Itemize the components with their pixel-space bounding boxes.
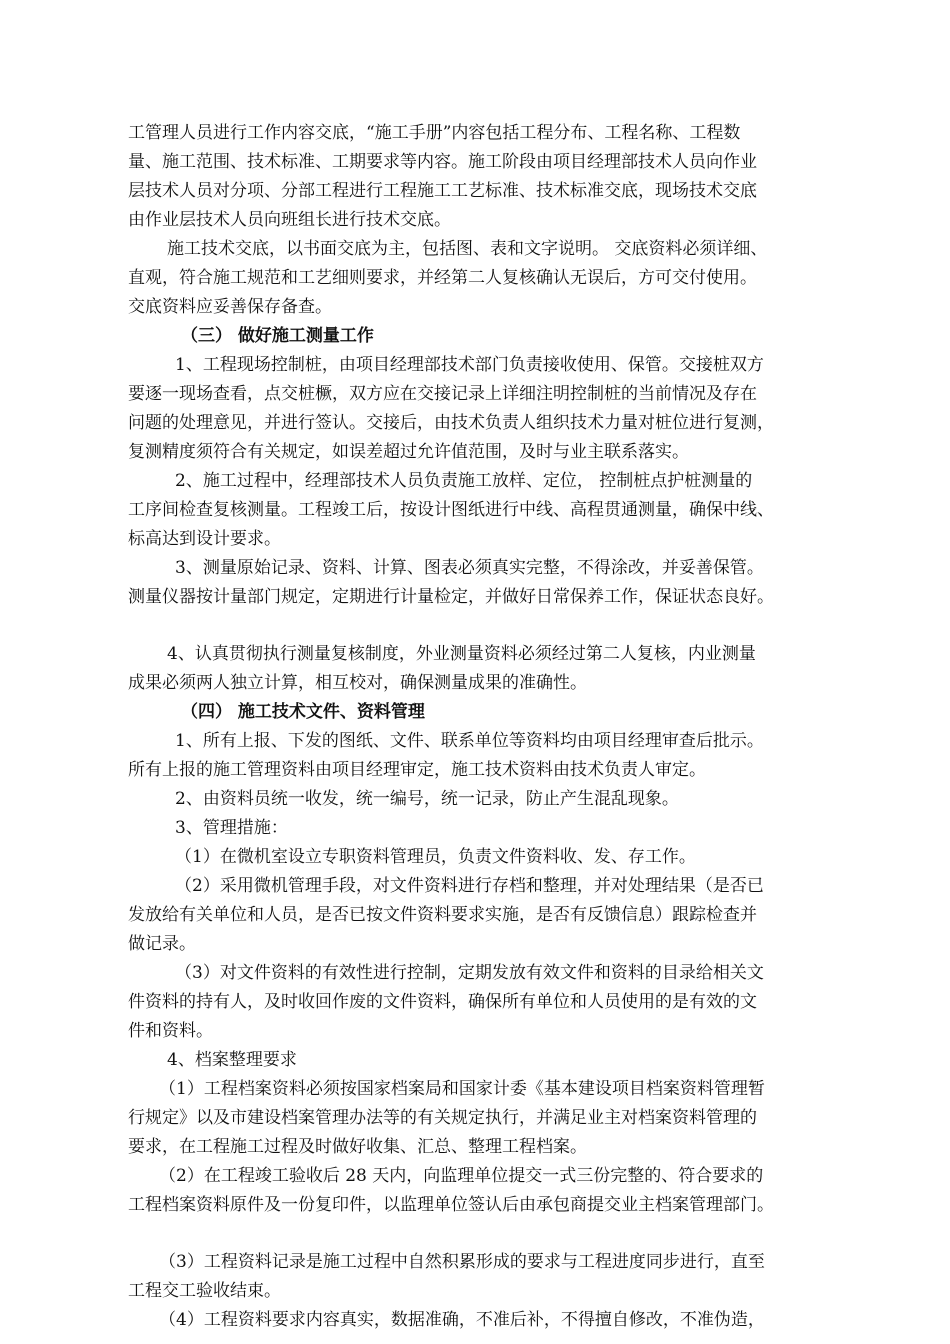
text-line: 复测精度须符合有关规定，如误差超过允许值范围，及时与业主联系落实。 bbox=[128, 442, 689, 462]
text-line: 由作业层技术人员向班组长进行技术交底。 bbox=[128, 210, 451, 230]
text-line: （3）对文件资料的有效性进行控制，定期发放有效文件和资料的目录给相关文 bbox=[175, 963, 764, 983]
text-line: 件资料的持有人，及时收回作废的文件资料，确保所有单位和人员使用的是有效的文 bbox=[128, 992, 757, 1012]
text-line: 2、由资料员统一收发，统一编号，统一记录，防止产生混乱现象。 bbox=[175, 789, 679, 809]
text-line: （2）采用微机管理手段，对文件资料进行存档和整理，并对处理结果（是否已 bbox=[175, 876, 764, 896]
text-line: 要求，在工程施工过程及时做好收集、汇总、整理工程档案。 bbox=[128, 1137, 587, 1157]
text-line: 4、认真贯彻执行测量复核制度，外业测量资料必须经过第二人复核，内业测量 bbox=[167, 644, 756, 664]
text-line: （1）在微机室设立专职资料管理员，负责文件资料收、发、存工作。 bbox=[175, 847, 696, 867]
text-line: 层技术人员对分项、分部工程进行工程施工工艺标准、技术标准交底，现场技术交底 bbox=[128, 181, 757, 201]
text-line: （4）工程资料要求内容真实，数据准确，不准后补，不得擅自修改，不准伪造， bbox=[159, 1310, 765, 1330]
text-line: 工程交工验收结束。 bbox=[128, 1281, 281, 1301]
text-line: 3、管理措施： bbox=[175, 818, 288, 838]
text-line: 成果必须两人独立计算，相互校对，确保测量成果的准确性。 bbox=[128, 673, 587, 693]
text-line: 4、档案整理要求 bbox=[167, 1050, 297, 1070]
text-line: 做记录。 bbox=[128, 934, 196, 954]
section-heading: （三） 做好施工测量工作 bbox=[181, 326, 374, 346]
text-line: 量、施工范围、技术标准、工期要求等内容。施工阶段由项目经理部技术人员向作业 bbox=[128, 152, 757, 172]
text-line: （3）工程资料记录是施工过程中自然积累形成的要求与工程进度同步进行，直至 bbox=[159, 1252, 765, 1272]
text-line: （2）在工程竣工验收后 28 天内，向监理单位提交一式三份完整的、符合要求的 bbox=[159, 1166, 764, 1186]
text-line: 工序间检查复核测量。工程竣工后，按设计图纸进行中线、高程贯通测量，确保中线、 bbox=[128, 500, 774, 520]
text-line: 工管理人员进行工作内容交底，“施工手册”内容包括工程分布、工程名称、工程数 bbox=[128, 123, 741, 143]
text-line: 标高达到设计要求。 bbox=[128, 529, 281, 549]
text-line: 施工技术交底，以书面交底为主，包括图、表和文字说明。 交底资料必须详细、 bbox=[167, 239, 768, 259]
text-line: 交底资料应妥善保存备查。 bbox=[128, 297, 332, 317]
text-line: 3、测量原始记录、资料、计算、图表必须真实完整，不得涂改，并妥善保管。 bbox=[175, 558, 764, 578]
text-line: 测量仪器按计量部门规定，定期进行计量检定，并做好日常保养工作，保证状态良好。 bbox=[128, 587, 774, 607]
text-line: 件和资料。 bbox=[128, 1021, 213, 1041]
text-line: 行规定》以及市建设档案管理办法等的有关规定执行，并满足业主对档案资料管理的 bbox=[128, 1108, 757, 1128]
text-line: 2、施工过程中，经理部技术人员负责施工放样、定位， 控制桩点护桩测量的 bbox=[175, 471, 753, 491]
text-line: （1）工程档案资料必须按国家档案局和国家计委《基本建设项目档案资料管理暂 bbox=[159, 1079, 765, 1099]
text-line: 1、所有上报、下发的图纸、文件、联系单位等资料均由项目经理审查后批示。 bbox=[175, 731, 764, 751]
text-line: 要逐一现场查看，点交桩橛，双方应在交接记录上详细注明控制桩的当前情况及存在 bbox=[128, 384, 757, 404]
text-line: 直观，符合施工规范和工艺细则要求，并经第二人复核确认无误后，方可交付使用。 bbox=[128, 268, 757, 288]
text-line: 发放给有关单位和人员，是否已按文件资料要求实施，是否有反馈信息）跟踪检查并 bbox=[128, 905, 757, 925]
section-heading: （四） 施工技术文件、资料管理 bbox=[181, 702, 425, 722]
text-line: 所有上报的施工管理资料由项目经理审定，施工技术资料由技术负责人审定。 bbox=[128, 760, 706, 780]
text-line: 工程档案资料原件及一份复印件，以监理单位签认后由承包商提交业主档案管理部门。 bbox=[128, 1195, 774, 1215]
text-line: 1、工程现场控制桩，由项目经理部技术部门负责接收使用、保管。交接桩双方 bbox=[175, 355, 764, 375]
text-line: 问题的处理意见，并进行签认。交接后，由技术负责人组织技术力量对桩位进行复测， bbox=[128, 413, 774, 433]
